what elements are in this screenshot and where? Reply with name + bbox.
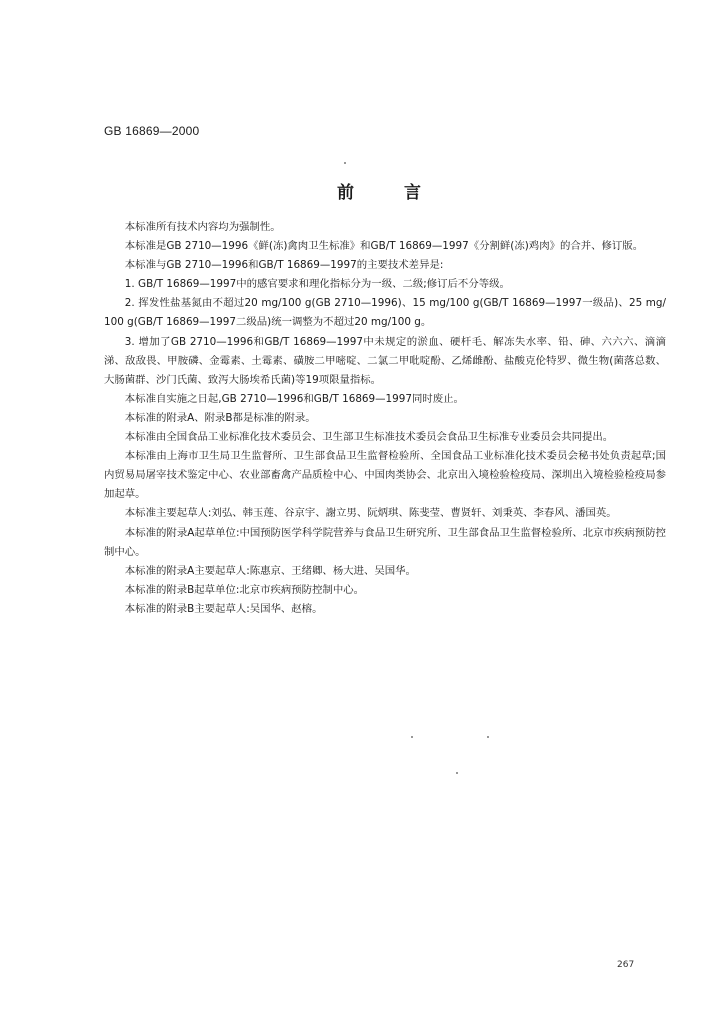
paragraph-difference-1: 1. GB/T 16869—1997中的感官要求和理化指标分为一级、二级;修订后不分等级。	[124, 278, 510, 291]
paragraph-mandatory: 本标准所有技术内容均为强制性。	[124, 221, 281, 233]
page-number: 267	[617, 960, 635, 970]
paragraph-merge: 本标准是GB 2710—1996《鲜(冻)禽肉卫生标准》和GB/T 16869—1997《分割鲜(冻)鸡肉》的合并、修订版。	[124, 240, 644, 253]
scan-speck	[344, 162, 346, 164]
scan-speck	[411, 736, 413, 738]
paragraph-supersede: 本标准自实施之日起,GB 2710—1996和GB/T 16869—1997同时废止。	[124, 392, 464, 405]
paragraph-difference-2: 2. 挥发性盐基氮由不超过20 mg/100 g(GB 2710—1996)、15 mg/100 g(GB/T 16869—1997一级品)、25 mg/100 g(GB/T 16869—1997二级品)统一调整为不超过20 mg/100 g。	[104, 297, 666, 329]
preface-body	[104, 218, 666, 619]
paragraph-differences-intro: 本标准与GB 2710—1996和GB/T 16869—1997的主要技术差异是:	[124, 259, 444, 272]
paragraph-difference-3: 3. 增加了GB 2710—1996和GB/T 16869—1997中未规定的淤血、硬杆毛、解冻失水率、铅、砷、六六六、滴滴涕、敌敌畏、甲胺磷、金霉素、土霉素、磺胺二甲嘧啶、二氯二甲吡啶酚、乙烯雌酚、盐酸克伦特罗、微生物(菌落总数、大肠菌群、沙门氏菌、致泻大肠埃希氏菌)等19项限量指标。	[104, 335, 666, 386]
paragraph-drafted-by: 本标准由上海市卫生局卫生监督所、卫生部食品卫生监督检验所、全国食品工业标准化技术委员会秘书处负责起草;国内贸易局屠宰技术鉴定中心、农业部畜禽产品质检中心、中国肉类协会、北京出入境检验检疫局、深圳出入境检验检疫局参加起草。	[104, 450, 666, 501]
section-title: 前言	[337, 183, 471, 203]
paragraph-annex-b-unit: 本标准的附录B起草单位:北京市疾病预防控制中心。	[124, 583, 365, 596]
paragraph-main-drafters: 本标准主要起草人:刘弘、韩玉莲、谷京宇、謝立男、阮炳琪、陈斐莹、曹贤轩、刘秉英、李春风、潘国英。	[124, 507, 617, 520]
paragraph-annex-a-drafters: 本标准的附录A主要起草人:陈惠京、王绪卿、杨大进、吴国华。	[124, 564, 416, 577]
paragraph-annex-b-drafters: 本标准的附录B主要起草人:吴国华、赵榕。	[124, 602, 323, 615]
paragraph-annex-a-unit: 本标准的附录A起草单位:中国预防医学科学院营养与食品卫生研究所、卫生部食品卫生监督检验所、北京市疾病预防控制中心。	[104, 526, 666, 558]
scan-speck	[487, 736, 489, 738]
paragraph-annexes: 本标准的附录A、附录B都是标准的附录。	[124, 411, 316, 424]
standard-code-header: GB 16869—2000	[104, 124, 200, 138]
paragraph-proposed-by: 本标准由全国食品工业标准化技术委员会、卫生部卫生标准技术委员会食品卫生标准专业委员会共同提出。	[124, 431, 614, 444]
scan-speck	[456, 772, 458, 774]
